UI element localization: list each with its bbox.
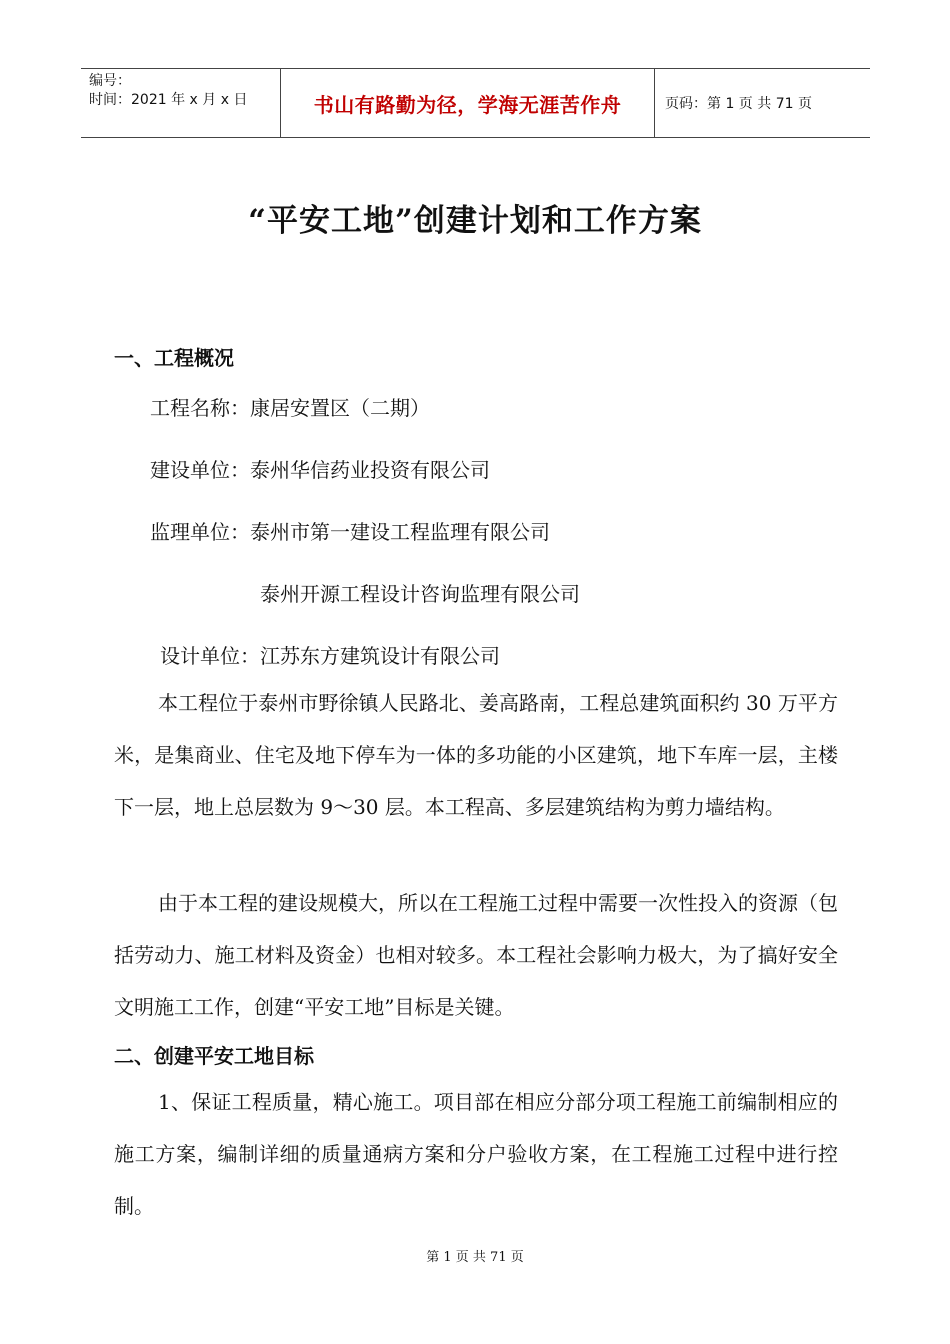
- field-supervisor-1: 监理单位：泰州市第一建设工程监理有限公司: [150, 520, 550, 544]
- header-meta: [81, 69, 281, 137]
- section-heading-goals: 二、创建平安工地目标: [114, 1044, 314, 1068]
- document-number-label: 编号：: [89, 73, 131, 89]
- document-time: 时间：2021 年 x 月 x 日: [89, 92, 248, 108]
- field-project-name: 工程名称：康居安置区（二期）: [150, 396, 430, 420]
- paragraph-goal-1: 1、保证工程质量，精心施工。项目部在相应分部分项工程施工前编制相应的施工方案，编制详细的质量通病方案和分户验收方案，在工程施工过程中进行控制。: [114, 1090, 838, 1218]
- header-motto-cell: [281, 69, 655, 137]
- field-supervisor-2: 泰州开源工程设计咨询监理有限公司: [260, 582, 580, 606]
- field-builder: 建设单位：泰州华信药业投资有限公司: [150, 458, 490, 482]
- header-page-info: 页码：第 1 页 共 71 页: [665, 96, 812, 112]
- header-motto: 书山有路勤为径，学海无涯苦作舟: [313, 92, 622, 117]
- paragraph-scale: 由于本工程的建设规模大，所以在工程施工过程中需要一次性投入的资源（包括劳动力、施工材料及资金）也相对较多。本工程社会影响力极大，为了搞好安全文明施工工作，创建“平安工地”目标是关键。: [114, 891, 838, 1019]
- field-designer: 设计单位：江苏东方建筑设计有限公司: [160, 644, 500, 668]
- section-heading-overview: 一、工程概况: [114, 346, 234, 370]
- page-header: [81, 68, 870, 138]
- paragraph-location: 本工程位于泰州市野徐镇人民路北、姜高路南，工程总建筑面积约 30 万平方米，是集商业、住宅及地下停车为一体的多功能的小区建筑，地下车库一层，主楼下一层，地上总层数为 9～30 层。本工程高、多层建筑结构为剪力墙结构。: [114, 691, 838, 819]
- page-footer: 第 1 页 共 71 页: [426, 1250, 524, 1265]
- document-title: “平安工地”创建计划和工作方案: [248, 203, 702, 239]
